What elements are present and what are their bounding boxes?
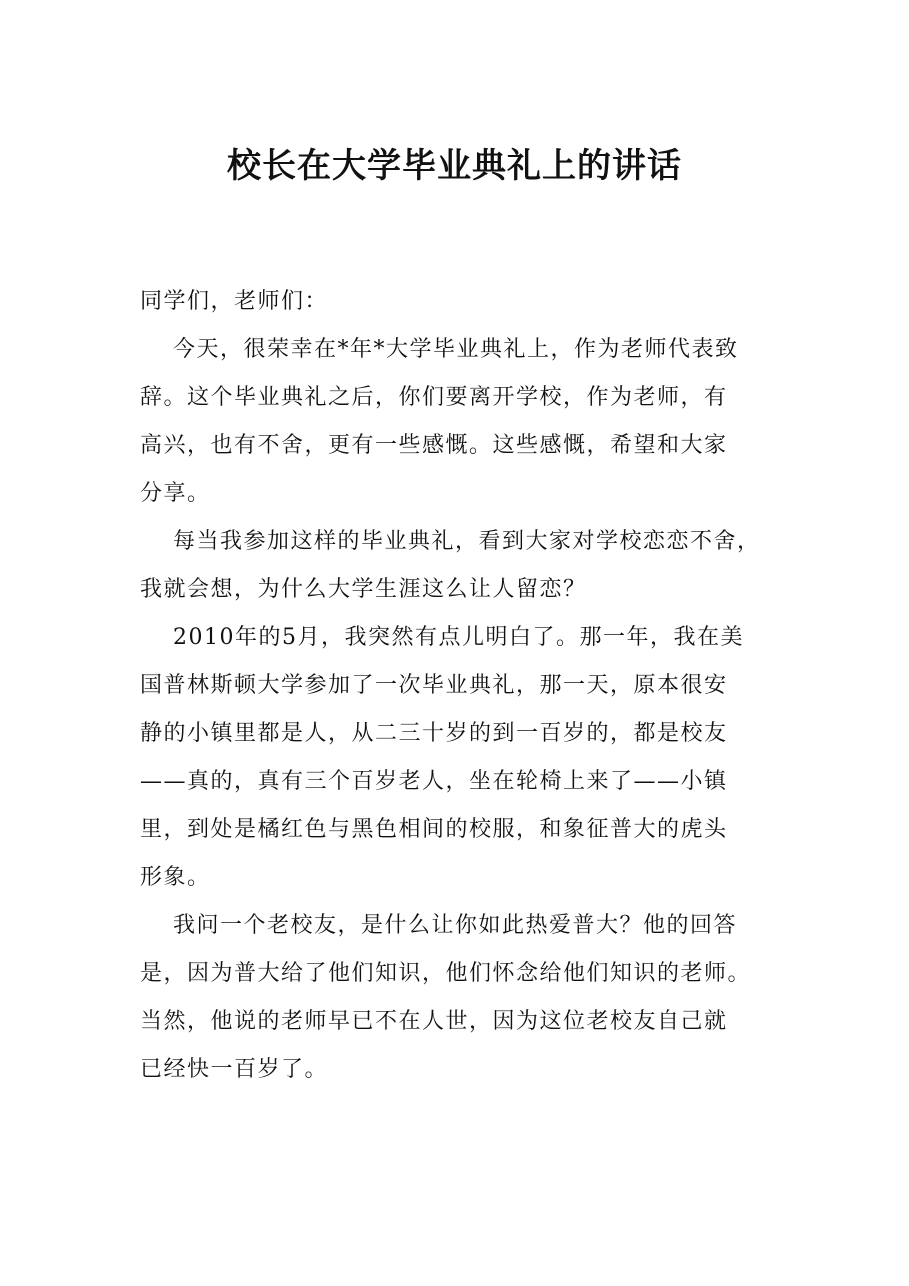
- paragraph-list: [140, 326, 780, 1094]
- paragraph-line: 国普林斯顿大学参加了一次毕业典礼，那一天，原本很安: [140, 673, 728, 698]
- paragraph: [140, 902, 780, 1094]
- paragraph-line: 静的小镇里都是人，从二三十岁的到一百岁的，都是校友: [140, 721, 728, 746]
- paragraph-line: 我就会想，为什么大学生涯这么让人留恋？: [140, 577, 587, 602]
- paragraph-line: 分享。: [140, 481, 211, 506]
- paragraph-line: 当然，他说的老师早已不在人世，因为这位老校友自己就: [140, 1009, 728, 1034]
- paragraph-line: ——真的，真有三个百岁老人，坐在轮椅上来了——小镇: [140, 769, 728, 794]
- paragraph-line: 2010年的5月，我突然有点儿明白了。那一年，我在美: [173, 625, 744, 650]
- salutation: [140, 278, 780, 326]
- paragraph-line: 每当我参加这样的毕业典礼，看到大家对学校恋恋不舍，: [173, 529, 761, 554]
- document-body: [140, 278, 780, 1094]
- salutation-line: 同学们，老师们：: [140, 289, 329, 314]
- paragraph-line: 形象。: [140, 865, 211, 890]
- paragraph: [140, 518, 780, 614]
- paragraph: [140, 614, 780, 902]
- paragraph-line: 高兴，也有不舍，更有一些感慨。这些感慨，希望和大家: [140, 433, 728, 458]
- page-title: 校长在大学毕业典礼上的讲话: [227, 146, 682, 186]
- paragraph-line: 里，到处是橘红色与黑色相间的校服，和象征普大的虎头: [140, 817, 728, 842]
- paragraph-line: 是，因为普大给了他们知识，他们怀念给他们知识的老师。: [140, 961, 752, 986]
- paragraph-line: 已经快一百岁了。: [140, 1057, 329, 1082]
- paragraph-line: 今天，很荣幸在*年*大学毕业典礼上，作为老师代表致: [173, 337, 739, 362]
- paragraph-line: 我问一个老校友，是什么让你如此热爱普大？他的回答: [173, 913, 738, 938]
- paragraph-line: 辞。这个毕业典礼之后，你们要离开学校，作为老师，有: [140, 385, 728, 410]
- paragraph: [140, 326, 780, 518]
